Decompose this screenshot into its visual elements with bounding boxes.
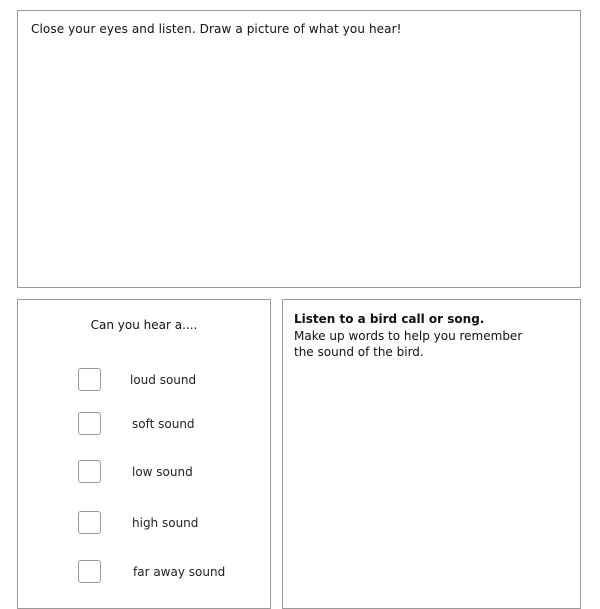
checklist-item-loud-sound[interactable] <box>78 368 258 394</box>
drawing-prompt: Close your eyes and listen. Draw a picture of what you hear! <box>31 22 402 36</box>
drawing-area-panel[interactable] <box>17 10 581 288</box>
checkbox[interactable] <box>78 368 101 391</box>
checklist-item-label: far away sound <box>133 565 226 579</box>
checklist-item-high-sound[interactable] <box>78 511 258 537</box>
checklist-item-soft-sound[interactable] <box>78 412 258 438</box>
checklist-item-far-away-sound[interactable] <box>78 560 258 586</box>
checklist-item-low-sound[interactable] <box>78 460 258 486</box>
bird-instructions <box>294 311 522 361</box>
checklist-item-label: soft sound <box>132 417 195 431</box>
checkbox[interactable] <box>78 412 101 435</box>
checkbox[interactable] <box>78 560 101 583</box>
checklist-title: Can you hear a.... <box>90 318 198 332</box>
checklist-item-label: low sound <box>132 465 193 479</box>
checklist-item-label: high sound <box>132 516 199 530</box>
bird-sound-panel[interactable] <box>282 299 581 609</box>
bird-instruction-line-2: the sound of the bird. <box>294 345 424 359</box>
checkbox[interactable] <box>78 460 101 483</box>
checkbox[interactable] <box>78 511 101 534</box>
hearing-checklist-panel <box>17 299 271 609</box>
bird-instruction-line-1: Make up words to help you remember <box>294 328 523 343</box>
checklist-item-label: loud sound <box>130 373 197 387</box>
bird-heading: Listen to a bird call or song. <box>294 312 485 326</box>
